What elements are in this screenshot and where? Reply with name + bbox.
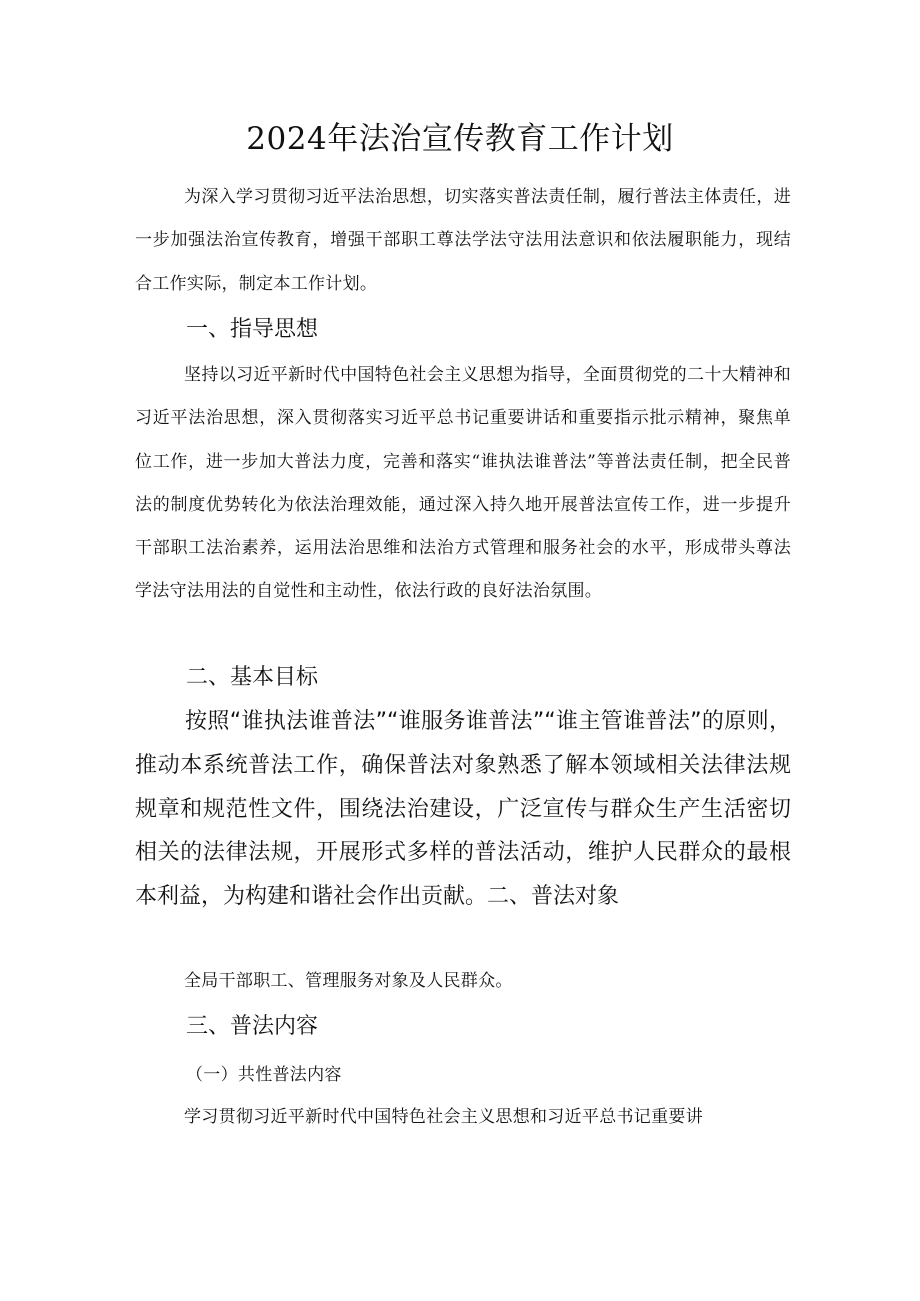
sub-heading-common-content: （一）共性普法内容 [186, 1065, 342, 1085]
section-heading-basic-goals: 二、基本目标 [186, 665, 319, 690]
guiding-ideology-paragraph: 坚持以习近平新时代中国特色社会主义思想为指导，全面贯彻党的二十大精神和习近平法治思想，深入贯彻落实习近平总书记重要讲话和重要指示批示精神，聚焦单位工作，进一步加大普法力度，完善和落实“谁执法谁普法”等普法责任制，把全民普法的制度优势转化为依法治理效能，通过深入持久地开展普法宣传工作，进一步提升干部职工法治素养，运用法治思维和法治方式管理和服务社会的水平，形成带头尊法学法守法用法的自觉性和主动性，依法行政的良好法治氛围。 [135, 365, 791, 602]
document-title: 2024年法治宣传教育工作计划 [246, 121, 674, 157]
common-content-paragraph: 学习贯彻习近平新时代中国特色社会主义思想和习近平总书记重要讲 [184, 1107, 703, 1127]
section-heading-content: 三、普法内容 [186, 1014, 319, 1039]
intro-paragraph: 为深入学习贯彻习近平法治思想，切实落实普法责任制，履行普法主体责任，进一步加强法治宣传教育，增强干部职工尊法学法守法用法意识和依法履职能力，现结合工作实际，制定本工作计划。 [135, 187, 791, 294]
section-heading-guiding-ideology: 一、指导思想 [186, 317, 319, 342]
audience-paragraph: 全局干部职工、管理服务对象及人民群众。 [184, 971, 513, 991]
basic-goals-paragraph: 按照“谁执法谁普法”“谁服务谁普法”“谁主管谁普法”的原则，推动本系统普法工作，确保普法对象熟悉了解本领域相关法律法规规章和规范性文件，围绕法治建设，广泛宣传与群众生产生活密切相关的法律法规，开展形式多样的普法活动，维护人民群众的最根本利益，为构建和谐社会作出贡献。二、普法对象 [135, 709, 791, 910]
